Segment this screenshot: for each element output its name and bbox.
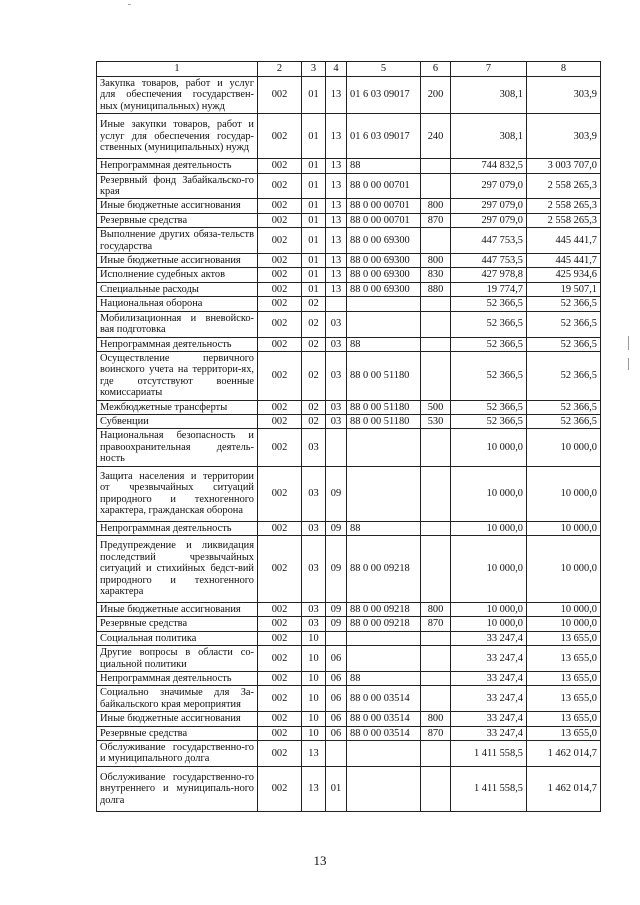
cell-amount-year1: 52 366,5: [451, 400, 527, 414]
cell-amount-year2: 2 558 265,3: [527, 199, 601, 213]
cell-target-article: 88 0 00 00701: [347, 213, 421, 227]
cell-section: 01: [302, 173, 326, 199]
cell-admin-code: 002: [258, 466, 302, 521]
cell-name: Межбюджетные трансферты: [97, 400, 258, 414]
column-number-1: 1: [97, 62, 258, 77]
cell-target-article: 88 0 00 51180: [347, 351, 421, 400]
cell-section: 13: [302, 766, 326, 811]
cell-section: 03: [302, 535, 326, 602]
cell-expense-type: [421, 228, 451, 254]
cell-target-article: [347, 646, 421, 672]
cell-subsection: 13: [326, 282, 347, 296]
cell-section: 03: [302, 429, 326, 466]
cell-amount-year2: 3 003 707,0: [527, 159, 601, 173]
cell-name: Защита населения и территории от чрезвычайных ситуаций природного и техногенного характера, гражданская оборона: [97, 466, 258, 521]
cell-expense-type: 800: [421, 254, 451, 268]
cell-expense-type: 200: [421, 77, 451, 114]
cell-section: 01: [302, 159, 326, 173]
cell-admin-code: 002: [258, 351, 302, 400]
column-number-3: 3: [302, 62, 326, 77]
cell-section: 10: [302, 712, 326, 726]
cell-amount-year2: 52 366,5: [527, 400, 601, 414]
table-row: [97, 77, 601, 114]
cell-amount-year1: 308,1: [451, 114, 527, 159]
cell-target-article: 88 0 00 03514: [347, 726, 421, 740]
cell-admin-code: 002: [258, 268, 302, 282]
cell-admin-code: 002: [258, 521, 302, 535]
cell-name: Непрограммная деятельность: [97, 159, 258, 173]
cell-admin-code: 002: [258, 414, 302, 428]
cell-amount-year2: 52 366,5: [527, 311, 601, 337]
table-row: [97, 631, 601, 645]
cell-subsection: 13: [326, 254, 347, 268]
cell-admin-code: 002: [258, 213, 302, 227]
cell-amount-year1: 297 079,0: [451, 173, 527, 199]
cell-section: 01: [302, 228, 326, 254]
cell-subsection: 09: [326, 602, 347, 616]
cell-section: 02: [302, 337, 326, 351]
cell-admin-code: 002: [258, 631, 302, 645]
cell-subsection: [326, 429, 347, 466]
cell-admin-code: 002: [258, 741, 302, 767]
cell-subsection: 03: [326, 311, 347, 337]
cell-expense-type: 880: [421, 282, 451, 296]
cell-expense-type: 530: [421, 414, 451, 428]
cell-admin-code: 002: [258, 712, 302, 726]
cell-target-article: 88: [347, 672, 421, 686]
cell-section: 02: [302, 400, 326, 414]
table-row: [97, 712, 601, 726]
cell-amount-year1: 1 411 558,5: [451, 741, 527, 767]
cell-section: 10: [302, 631, 326, 645]
document-page: [96, 61, 600, 812]
cell-name: Мобилизационная и вневойско-вая подготовка: [97, 311, 258, 337]
column-number-6: 6: [421, 62, 451, 77]
cell-target-article: 88 0 00 51180: [347, 414, 421, 428]
cell-admin-code: 002: [258, 77, 302, 114]
cell-section: 01: [302, 282, 326, 296]
cell-name: Социальная политика: [97, 631, 258, 645]
cell-name: Иные закупки товаров, работ и услуг для обеспечения государ-ственных (муниципальных) нужд: [97, 114, 258, 159]
column-number-4: 4: [326, 62, 347, 77]
cell-amount-year1: 10 000,0: [451, 521, 527, 535]
cell-amount-year2: 303,9: [527, 114, 601, 159]
cell-target-article: 88 0 00 03514: [347, 686, 421, 712]
table-row: [97, 282, 601, 296]
cell-section: 02: [302, 414, 326, 428]
cell-expense-type: [421, 631, 451, 645]
table-header-row: [97, 62, 601, 77]
cell-amount-year2: 13 655,0: [527, 712, 601, 726]
cell-subsection: 03: [326, 400, 347, 414]
cell-amount-year2: 13 655,0: [527, 686, 601, 712]
table-row: [97, 686, 601, 712]
cell-amount-year1: 10 000,0: [451, 466, 527, 521]
cell-amount-year2: 52 366,5: [527, 414, 601, 428]
cell-target-article: [347, 466, 421, 521]
cell-amount-year1: 33 247,4: [451, 631, 527, 645]
cell-section: 13: [302, 741, 326, 767]
cell-amount-year1: 52 366,5: [451, 311, 527, 337]
cell-amount-year2: 52 366,5: [527, 297, 601, 311]
cell-expense-type: 800: [421, 602, 451, 616]
cell-amount-year2: 13 655,0: [527, 646, 601, 672]
cell-name: Осуществление первичного воинского учета на территори-ях, где отсутствуют военные комиссариаты: [97, 351, 258, 400]
cell-section: 10: [302, 726, 326, 740]
cell-admin-code: 002: [258, 400, 302, 414]
scan-artifact: [128, 4, 131, 5]
cell-expense-type: [421, 535, 451, 602]
cell-subsection: 13: [326, 77, 347, 114]
cell-amount-year1: 33 247,4: [451, 672, 527, 686]
cell-section: 01: [302, 254, 326, 268]
cell-amount-year2: 13 655,0: [527, 726, 601, 740]
cell-subsection: 13: [326, 213, 347, 227]
cell-expense-type: 800: [421, 712, 451, 726]
cell-expense-type: [421, 672, 451, 686]
cell-subsection: 03: [326, 414, 347, 428]
cell-target-article: 88 0 00 69300: [347, 228, 421, 254]
cell-subsection: 06: [326, 646, 347, 672]
cell-name: Непрограммная деятельность: [97, 672, 258, 686]
table-row: [97, 268, 601, 282]
cell-admin-code: 002: [258, 159, 302, 173]
cell-expense-type: [421, 159, 451, 173]
table-row: [97, 254, 601, 268]
cell-amount-year1: 33 247,4: [451, 726, 527, 740]
cell-target-article: [347, 631, 421, 645]
cell-name: Выполнение других обяза-тельств государства: [97, 228, 258, 254]
cell-target-article: [347, 311, 421, 337]
cell-section: 03: [302, 521, 326, 535]
cell-admin-code: 002: [258, 602, 302, 616]
table-row: [97, 535, 601, 602]
cell-expense-type: [421, 429, 451, 466]
cell-amount-year2: 1 462 014,7: [527, 766, 601, 811]
cell-expense-type: [421, 686, 451, 712]
cell-name: Социально значимые для За-байкальского края мероприятия: [97, 686, 258, 712]
cell-target-article: [347, 741, 421, 767]
cell-subsection: [326, 631, 347, 645]
table-row: [97, 741, 601, 767]
cell-expense-type: 240: [421, 114, 451, 159]
table-row: [97, 521, 601, 535]
cell-subsection: 13: [326, 159, 347, 173]
cell-amount-year2: 19 507,1: [527, 282, 601, 296]
cell-expense-type: 500: [421, 400, 451, 414]
cell-amount-year2: 10 000,0: [527, 602, 601, 616]
cell-amount-year2: 445 441,7: [527, 254, 601, 268]
cell-amount-year1: 10 000,0: [451, 617, 527, 631]
cell-amount-year1: 52 366,5: [451, 337, 527, 351]
cell-expense-type: [421, 466, 451, 521]
cell-target-article: 88 0 00 00701: [347, 199, 421, 213]
cell-amount-year2: 10 000,0: [527, 617, 601, 631]
cell-name: Иные бюджетные ассигнования: [97, 254, 258, 268]
cell-admin-code: 002: [258, 766, 302, 811]
cell-subsection: [326, 741, 347, 767]
cell-admin-code: 002: [258, 173, 302, 199]
cell-amount-year2: 52 366,5: [527, 351, 601, 400]
cell-admin-code: 002: [258, 282, 302, 296]
cell-name: Национальная оборона: [97, 297, 258, 311]
cell-amount-year2: 13 655,0: [527, 672, 601, 686]
cell-target-article: [347, 429, 421, 466]
cell-amount-year1: 1 411 558,5: [451, 766, 527, 811]
cell-section: 03: [302, 617, 326, 631]
cell-section: 03: [302, 466, 326, 521]
cell-expense-type: [421, 311, 451, 337]
table-row: [97, 400, 601, 414]
cell-name: Другие вопросы в области со-циальной политики: [97, 646, 258, 672]
cell-subsection: 13: [326, 268, 347, 282]
table-row: [97, 228, 601, 254]
cell-target-article: 88 0 00 09218: [347, 602, 421, 616]
cell-amount-year2: 2 558 265,3: [527, 213, 601, 227]
cell-target-article: 01 6 03 09017: [347, 114, 421, 159]
cell-target-article: 88 0 00 69300: [347, 282, 421, 296]
cell-amount-year2: 52 366,5: [527, 337, 601, 351]
cell-target-article: 88 0 00 00701: [347, 173, 421, 199]
cell-amount-year1: 744 832,5: [451, 159, 527, 173]
cell-amount-year1: 10 000,0: [451, 535, 527, 602]
cell-name: Резервные средства: [97, 617, 258, 631]
cell-name: Предупреждение и ликвидация последствий чрезвычайных ситуаций и стихийных бедст-вий природного и техногенного характера: [97, 535, 258, 602]
table-row: [97, 213, 601, 227]
cell-amount-year2: 1 462 014,7: [527, 741, 601, 767]
cell-section: 01: [302, 268, 326, 282]
cell-name: Резервный фонд Забайкальско-го края: [97, 173, 258, 199]
cell-name: Резервные средства: [97, 726, 258, 740]
cell-subsection: 06: [326, 672, 347, 686]
cell-name: Национальная безопасность и правоохранительная деятель-ность: [97, 429, 258, 466]
cell-amount-year1: 297 079,0: [451, 199, 527, 213]
column-number-7: 7: [451, 62, 527, 77]
cell-name: Иные бюджетные ассигнования: [97, 602, 258, 616]
cell-name: Специальные расходы: [97, 282, 258, 296]
cell-amount-year1: 52 366,5: [451, 351, 527, 400]
cell-name: Иные бюджетные ассигнования: [97, 199, 258, 213]
cell-amount-year1: 52 366,5: [451, 414, 527, 428]
cell-subsection: [326, 297, 347, 311]
cell-subsection: 13: [326, 114, 347, 159]
cell-admin-code: 002: [258, 297, 302, 311]
cell-subsection: 03: [326, 337, 347, 351]
cell-admin-code: 002: [258, 686, 302, 712]
table-row: [97, 311, 601, 337]
cell-amount-year2: 425 934,6: [527, 268, 601, 282]
table-row: [97, 646, 601, 672]
cell-expense-type: [421, 173, 451, 199]
cell-amount-year2: 10 000,0: [527, 429, 601, 466]
cell-section: 03: [302, 602, 326, 616]
cell-admin-code: 002: [258, 726, 302, 740]
cell-target-article: [347, 766, 421, 811]
column-number-5: 5: [347, 62, 421, 77]
cell-amount-year1: 10 000,0: [451, 429, 527, 466]
cell-section: 02: [302, 351, 326, 400]
cell-subsection: 06: [326, 686, 347, 712]
cell-amount-year1: 33 247,4: [451, 712, 527, 726]
cell-amount-year1: 447 753,5: [451, 254, 527, 268]
cell-section: 10: [302, 672, 326, 686]
cell-admin-code: 002: [258, 228, 302, 254]
cell-subsection: 13: [326, 199, 347, 213]
cell-admin-code: 002: [258, 199, 302, 213]
cell-expense-type: [421, 766, 451, 811]
cell-target-article: 88 0 00 51180: [347, 400, 421, 414]
cell-subsection: 09: [326, 466, 347, 521]
cell-admin-code: 002: [258, 254, 302, 268]
page-number: 13: [313, 853, 327, 868]
cell-expense-type: 870: [421, 726, 451, 740]
cell-admin-code: 002: [258, 535, 302, 602]
cell-amount-year1: 447 753,5: [451, 228, 527, 254]
cell-section: 01: [302, 114, 326, 159]
cell-subsection: 01: [326, 766, 347, 811]
cell-name: Непрограммная деятельность: [97, 521, 258, 535]
cell-target-article: 88 0 00 09218: [347, 535, 421, 602]
cell-expense-type: 870: [421, 213, 451, 227]
cell-amount-year1: 10 000,0: [451, 602, 527, 616]
cell-target-article: 88: [347, 521, 421, 535]
cell-subsection: 09: [326, 535, 347, 602]
margin-mark: [628, 358, 629, 370]
cell-target-article: 88 0 00 09218: [347, 617, 421, 631]
margin-mark: [628, 336, 629, 350]
cell-expense-type: [421, 741, 451, 767]
cell-amount-year1: 427 978,8: [451, 268, 527, 282]
cell-section: 01: [302, 199, 326, 213]
cell-amount-year1: 52 366,5: [451, 297, 527, 311]
cell-expense-type: 800: [421, 199, 451, 213]
cell-subsection: 06: [326, 726, 347, 740]
cell-target-article: 01 6 03 09017: [347, 77, 421, 114]
cell-amount-year1: 308,1: [451, 77, 527, 114]
cell-subsection: 09: [326, 521, 347, 535]
table-row: [97, 726, 601, 740]
cell-amount-year1: 297 079,0: [451, 213, 527, 227]
cell-amount-year2: 445 441,7: [527, 228, 601, 254]
cell-target-article: 88 0 00 69300: [347, 254, 421, 268]
cell-name: Закупка товаров, работ и услуг для обеспечения государствен-ных (муниципальных) нужд: [97, 77, 258, 114]
cell-section: 01: [302, 77, 326, 114]
cell-amount-year2: 10 000,0: [527, 521, 601, 535]
cell-name: Субвенции: [97, 414, 258, 428]
cell-amount-year1: 19 774,7: [451, 282, 527, 296]
cell-amount-year2: 10 000,0: [527, 535, 601, 602]
table-row: [97, 672, 601, 686]
table-row: [97, 173, 601, 199]
cell-subsection: 09: [326, 617, 347, 631]
cell-admin-code: 002: [258, 617, 302, 631]
cell-expense-type: [421, 646, 451, 672]
cell-admin-code: 002: [258, 672, 302, 686]
cell-subsection: 03: [326, 351, 347, 400]
column-number-2: 2: [258, 62, 302, 77]
cell-target-article: 88 0 00 69300: [347, 268, 421, 282]
cell-target-article: 88: [347, 159, 421, 173]
cell-name: Иные бюджетные ассигнования: [97, 712, 258, 726]
cell-expense-type: [421, 297, 451, 311]
cell-amount-year2: 13 655,0: [527, 631, 601, 645]
table-row: [97, 351, 601, 400]
cell-target-article: [347, 297, 421, 311]
table-row: [97, 159, 601, 173]
cell-amount-year2: 303,9: [527, 77, 601, 114]
cell-name: Исполнение судебных актов: [97, 268, 258, 282]
table-row: [97, 429, 601, 466]
table-row: [97, 414, 601, 428]
cell-amount-year1: 33 247,4: [451, 646, 527, 672]
cell-admin-code: 002: [258, 646, 302, 672]
table-row: [97, 199, 601, 213]
budget-table: [96, 61, 601, 812]
cell-expense-type: 830: [421, 268, 451, 282]
cell-admin-code: 002: [258, 114, 302, 159]
cell-amount-year2: 2 558 265,3: [527, 173, 601, 199]
cell-section: 10: [302, 646, 326, 672]
table-row: [97, 337, 601, 351]
cell-expense-type: 870: [421, 617, 451, 631]
cell-subsection: 13: [326, 173, 347, 199]
cell-name: Обслуживание государственно-го внутреннего и муниципаль-ного долга: [97, 766, 258, 811]
cell-expense-type: [421, 337, 451, 351]
table-row: [97, 617, 601, 631]
cell-expense-type: [421, 521, 451, 535]
cell-subsection: 13: [326, 228, 347, 254]
cell-name: Резервные средства: [97, 213, 258, 227]
cell-section: 10: [302, 686, 326, 712]
cell-target-article: 88: [347, 337, 421, 351]
table-row: [97, 114, 601, 159]
cell-section: 02: [302, 297, 326, 311]
column-number-8: 8: [527, 62, 601, 77]
cell-target-article: 88 0 00 03514: [347, 712, 421, 726]
cell-section: 02: [302, 311, 326, 337]
cell-name: Непрограммная деятельность: [97, 337, 258, 351]
cell-name: Обслуживание государственно-го и муниципального долга: [97, 741, 258, 767]
cell-subsection: 06: [326, 712, 347, 726]
cell-amount-year1: 33 247,4: [451, 686, 527, 712]
table-row: [97, 466, 601, 521]
cell-admin-code: 002: [258, 429, 302, 466]
table-row: [97, 766, 601, 811]
cell-admin-code: 002: [258, 337, 302, 351]
table-row: [97, 602, 601, 616]
cell-section: 01: [302, 213, 326, 227]
cell-expense-type: [421, 351, 451, 400]
table-row: [97, 297, 601, 311]
cell-amount-year2: 10 000,0: [527, 466, 601, 521]
cell-admin-code: 002: [258, 311, 302, 337]
